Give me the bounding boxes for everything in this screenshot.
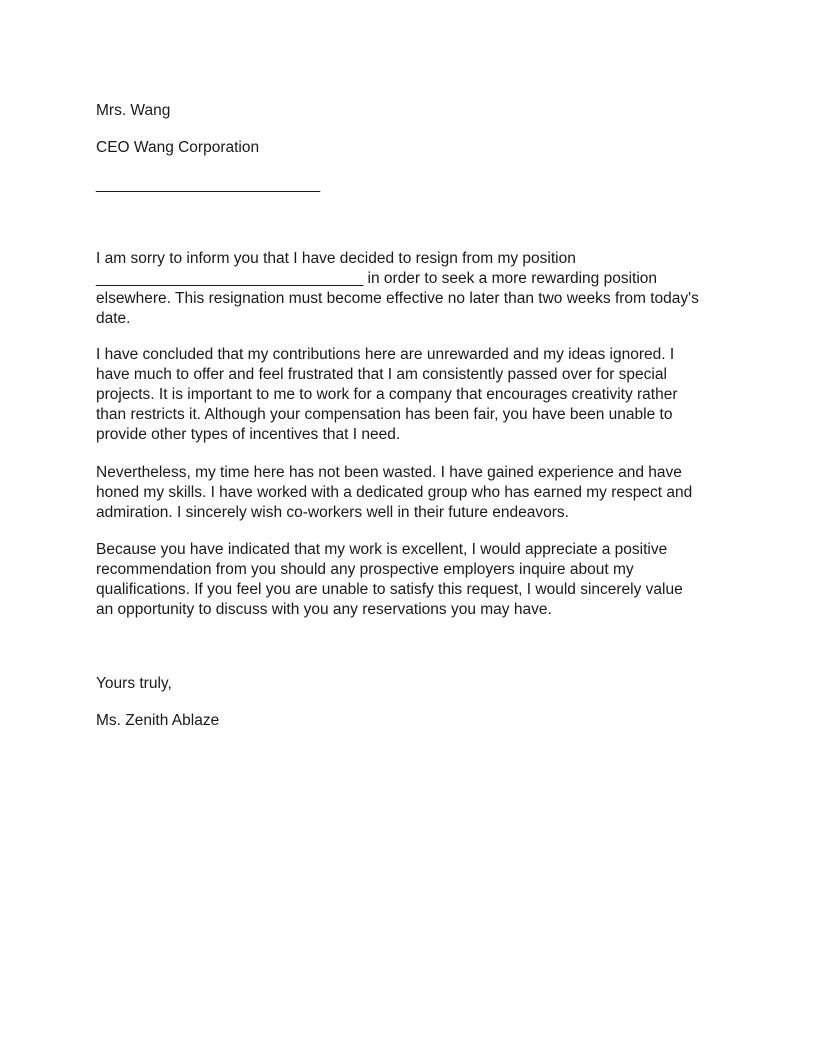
paragraph-line: have much to offer and feel frustrated that I am consistently passed over for special — [96, 366, 667, 383]
body-paragraph-1 — [96, 249, 716, 329]
paragraph-line: provide other types of incentives that I need. — [96, 426, 401, 443]
paragraph-line: I am sorry to inform you that I have decided to resign from my position — [96, 250, 576, 267]
paragraph-line: date. — [96, 310, 131, 327]
paragraph-line: I have concluded that my contributions here are unrewarded and my ideas ignored. I — [96, 346, 675, 363]
body-paragraph-3 — [96, 463, 716, 523]
body-paragraph-2 — [96, 345, 716, 445]
body-paragraph-4 — [96, 540, 716, 620]
paragraph-line: Because you have indicated that my work is excellent, I would appreciate a positive — [96, 541, 668, 558]
recipient-title-company: CEO Wang Corporation — [96, 139, 260, 156]
paragraph-line: projects. It is important to me to work for a company that encourages creativity rather — [96, 386, 678, 403]
signer-name: Ms. Zenith Ablaze — [96, 712, 220, 729]
paragraph-line: an opportunity to discuss with you any reservations you may have. — [96, 601, 552, 618]
paragraph-line: than restricts it. Although your compensation has been fair, you have been unable to — [96, 406, 673, 423]
closing-salutation: Yours truly, — [96, 675, 172, 692]
recipient-blank-line: __________________________ — [96, 176, 321, 193]
paragraph-line: _______________________________ in order to seek a more rewarding position — [96, 270, 658, 287]
paragraph-line: Nevertheless, my time here has not been wasted. I have gained experience and have — [96, 464, 682, 481]
paragraph-line: honed my skills. I have worked with a dedicated group who has earned my respect and — [96, 484, 693, 501]
paragraph-line: elsewhere. This resignation must become effective no later than two weeks from today's — [96, 290, 699, 307]
paragraph-line: recommendation from you should any prospective employers inquire about my — [96, 561, 634, 578]
paragraph-line: admiration. I sincerely wish co-workers well in their future endeavors. — [96, 504, 569, 521]
recipient-name: Mrs. Wang — [96, 102, 171, 119]
paragraph-line: qualifications. If you feel you are unable to satisfy this request, I would sincerely value — [96, 581, 683, 598]
